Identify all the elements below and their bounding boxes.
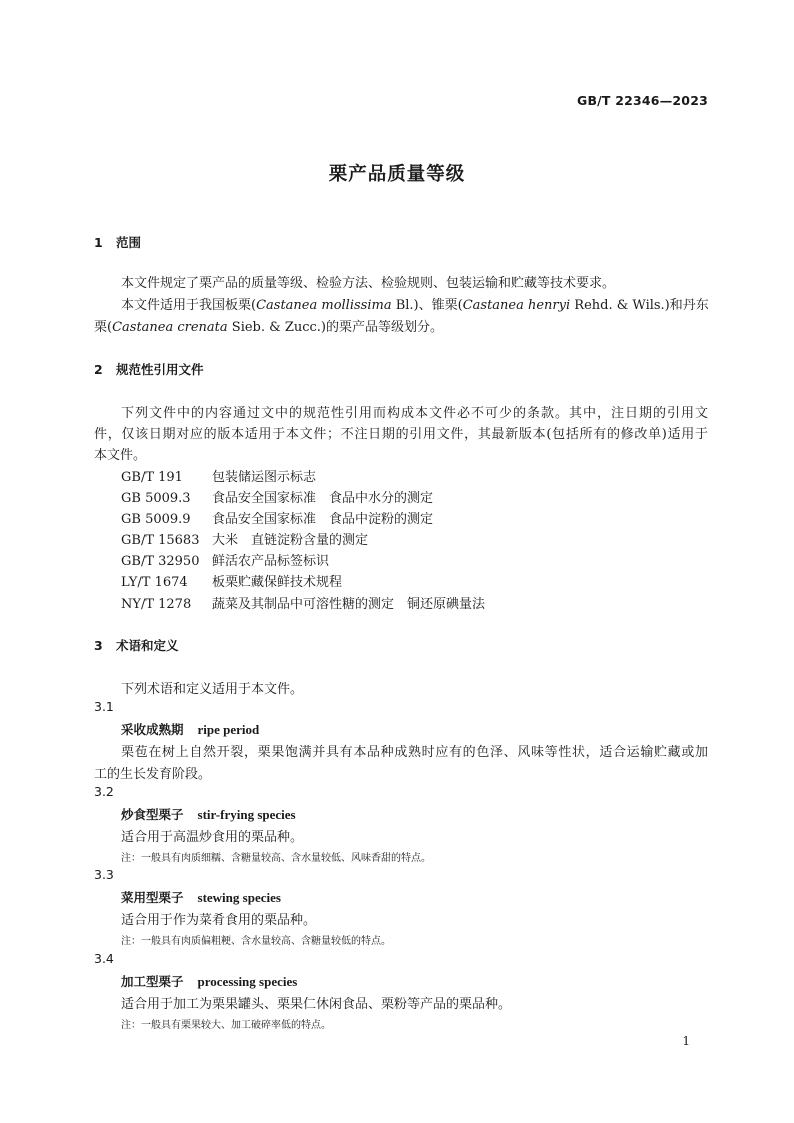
reference-item: GB/T 15683 大米 直链淀粉含量的测定	[121, 533, 369, 548]
references-intro-line-3: 本文件。	[94, 448, 147, 463]
standard-number: GB/T 22346—2023	[576, 93, 708, 108]
section-title: 范围	[116, 235, 142, 250]
terms-intro: 下列术语和定义适用于本文件。	[121, 682, 304, 697]
term-definition: 适合用于高温炒食用的栗品种。	[121, 830, 304, 845]
reference-item: GB 5009.9 食品安全国家标准 食品中淀粉的测定	[121, 512, 434, 527]
section-1-heading	[94, 233, 141, 251]
scope-paragraph-2-line-2: 栗(Castanea crenata Sieb. & Zucc.)的栗产品等级划分。	[94, 320, 444, 335]
reference-item: GB/T 32950 鲜活农产品标签标识	[121, 554, 330, 569]
term-definition-line-2: 工的生长发育阶段。	[94, 767, 212, 782]
section-title: 术语和定义	[116, 638, 179, 653]
references-intro-line-1: 下列文件中的内容通过文中的规范性引用而构成本文件必不可少的条款。其中，注日期的引用文	[121, 406, 708, 421]
term-heading: 加工型栗子 processing species	[121, 974, 298, 989]
reference-item: LY/T 1674 板栗贮藏保鲜技术规程	[121, 575, 343, 590]
term-heading: 炒食型栗子 stir-frying species	[121, 807, 296, 822]
term-definition-line-1: 栗苞在树上自然开裂，栗果饱满并具有本品种成熟时应有的色泽、风味等性状，适合运输贮藏或加	[121, 745, 708, 760]
scope-paragraph-1: 本文件规定了栗产品的质量等级、检验方法、检验规则、包装运输和贮藏等技术要求。	[121, 276, 616, 291]
scope-paragraph-2-line-1: 本文件适用于我国板栗(Castanea mollissima Bl.)、锥栗(Castanea henryi Rehd. & Wils.)和丹东	[121, 298, 709, 313]
page-number: 1	[682, 1034, 690, 1048]
term-heading: 采收成熟期 ripe period	[121, 722, 260, 737]
section-number: 2	[94, 362, 103, 377]
term-definition: 适合用于作为菜肴食用的栗品种。	[121, 913, 317, 928]
term-note: 注：一般具有肉质细糯、含糖量较高、含水量较低、风味香甜的特点。	[121, 853, 431, 864]
term-note: 注：一般具有栗果较大、加工破碎率低的特点。	[121, 1020, 331, 1031]
reference-item: GB/T 191 包装储运图示标志	[121, 470, 317, 485]
document-title: 栗产品质量等级	[328, 164, 466, 185]
term-heading: 菜用型栗子 stewing species	[121, 890, 281, 905]
term-note: 注：一般具有肉质偏粗粳、含水量较高、含糖量较低的特点。	[121, 936, 391, 947]
section-number: 3	[94, 638, 103, 653]
section-number: 1	[94, 235, 103, 250]
term-number: 3.3	[94, 867, 114, 882]
term-definition: 适合用于加工为栗果罐头、栗果仁休闲食品、栗粉等产品的栗品种。	[121, 997, 512, 1012]
section-3-heading	[94, 636, 179, 654]
reference-item: NY/T 1278 蔬菜及其制品中可溶性糖的测定 铜还原碘量法	[121, 597, 486, 612]
term-number: 3.1	[94, 699, 114, 714]
reference-item: GB 5009.3 食品安全国家标准 食品中水分的测定	[121, 491, 434, 506]
term-number: 3.2	[94, 784, 114, 799]
section-title: 规范性引用文件	[116, 362, 204, 377]
term-number: 3.4	[94, 951, 114, 966]
references-intro-line-2: 件，仅该日期对应的版本适用于本文件；不注日期的引用文件，其最新版本(包括所有的修改单)适用于	[94, 427, 708, 442]
section-2-heading	[94, 360, 204, 378]
